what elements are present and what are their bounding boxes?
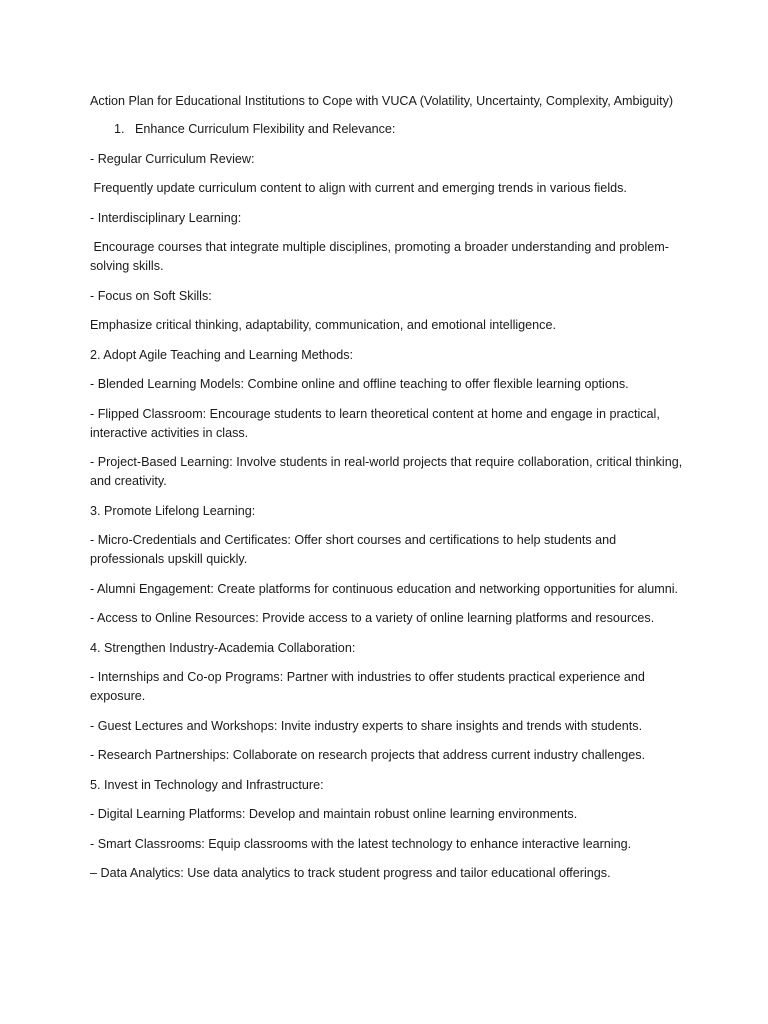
section-1-heading-text: Enhance Curriculum Flexibility and Relevance:: [135, 122, 396, 136]
section-4-item-3: - Research Partnerships: Collaborate on research projects that address current industry challenges.: [90, 748, 646, 762]
section-2-heading: 2. Adopt Agile Teaching and Learning Methods:: [90, 347, 354, 362]
section-1-item-1-text: Frequently update curriculum content to align with current and emerging trends in various fields.: [90, 181, 627, 195]
section-2-item-2: - Flipped Classroom: Encourage students to learn theoretical content at home and engage in practical, interactive activities in class.: [90, 406, 660, 440]
section-5-item-3: – Data Analytics: Use data analytics to track student progress and tailor educational offerings.: [90, 866, 611, 880]
section-1-item-2-text: Encourage courses that integrate multiple disciplines, promoting a broader understanding and problem-solving skills.: [90, 240, 669, 273]
section-3-item-1: - Micro-Credentials and Certificates: Offer short courses and certifications to help students and professionals upskill quickly.: [90, 533, 617, 566]
section-1-number: 1.: [114, 122, 125, 136]
document-title: Action Plan for Educational Institutions to Cope with VUCA (Volatility, Uncertainty, Complexity, Ambiguity): [90, 94, 674, 108]
section-3-heading: 3. Promote Lifelong Learning:: [90, 503, 256, 518]
section-4-item-1: - Internships and Co-op Programs: Partner with industries to offer students practical experience and exposure.: [90, 670, 645, 703]
section-2-item-3: - Project-Based Learning: Involve students in real-world projects that require collaboration, critical thinking, and creativity.: [90, 455, 683, 488]
section-5-item-2: - Smart Classrooms: Equip classrooms with the latest technology to enhance interactive learning.: [90, 836, 632, 851]
section-1-heading: [90, 120, 686, 139]
section-1-item-2-label: - Interdisciplinary Learning:: [90, 210, 242, 225]
section-5-item-1: - Digital Learning Platforms: Develop and maintain robust online learning environments.: [90, 807, 578, 821]
section-4-item-2: - Guest Lectures and Workshops: Invite industry experts to share insights and trends with students.: [90, 718, 643, 733]
section-1-item-3-text: Emphasize critical thinking, adaptability, communication, and emotional intelligence.: [90, 318, 556, 332]
section-3-item-2: - Alumni Engagement: Create platforms for continuous education and networking opportunities for alumni.: [90, 581, 679, 596]
section-1-item-3-label: - Focus on Soft Skills:: [90, 288, 212, 303]
section-2-item-1: - Blended Learning Models: Combine online and offline teaching to offer flexible learning options.: [90, 377, 629, 391]
document-body: [90, 92, 686, 894]
section-3-item-3: - Access to Online Resources: Provide access to a variety of online learning platforms and resources.: [90, 611, 655, 625]
section-5-heading: 5. Invest in Technology and Infrastructure:: [90, 777, 324, 792]
section-4-heading: 4. Strengthen Industry-Academia Collaboration:: [90, 640, 356, 655]
section-1-item-1-label: - Regular Curriculum Review:: [90, 151, 255, 166]
